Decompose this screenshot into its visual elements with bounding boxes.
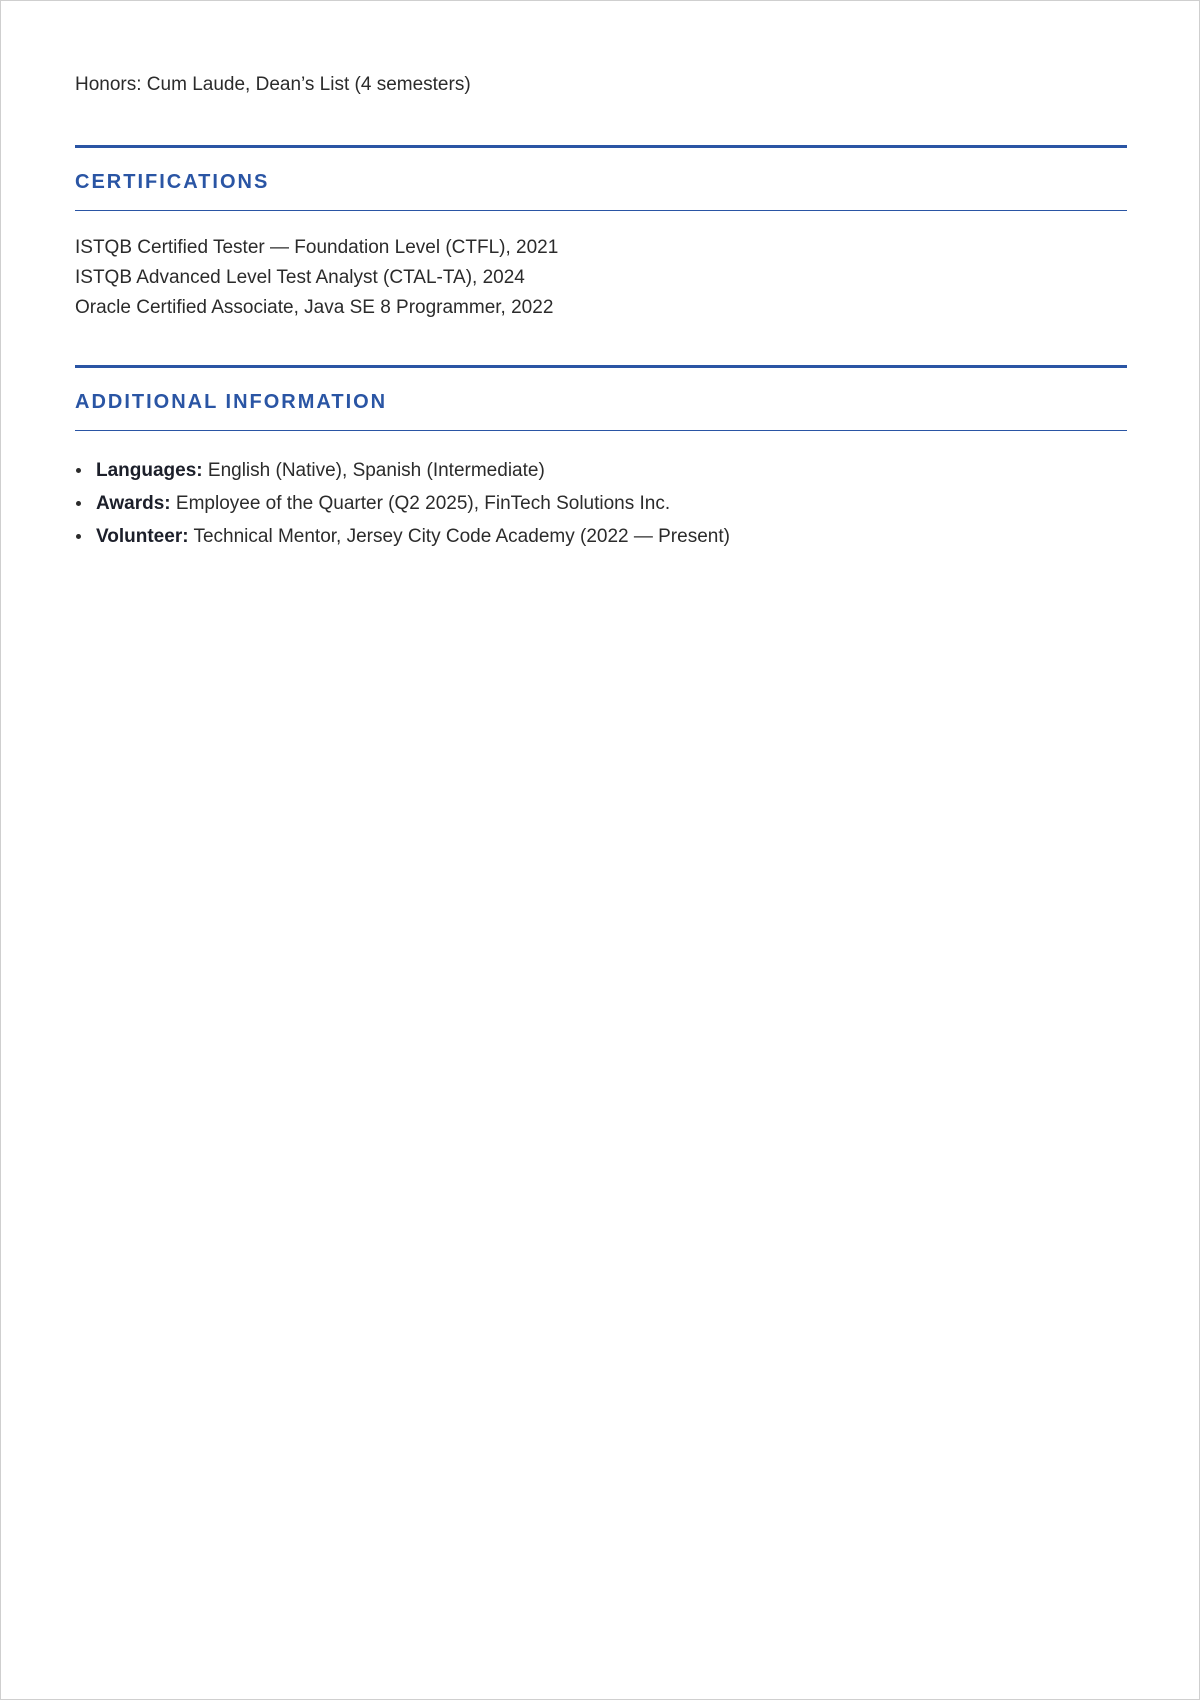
certification-item: ISTQB Certified Tester — Foundation Level (CTFL), 2021 <box>75 237 559 258</box>
bullet-icon <box>76 501 81 506</box>
section-bottom-divider <box>75 210 1127 211</box>
section-bottom-divider <box>75 430 1127 431</box>
awards-value: Employee of the Quarter (Q2 2025), FinTech Solutions Inc. <box>170 493 671 514</box>
languages-label: Languages: <box>96 460 203 481</box>
list-item-languages <box>75 454 1127 487</box>
education-honors: Honors: Cum Laude, Dean’s List (4 semesters) <box>75 74 471 95</box>
certifications-section <box>75 145 1127 323</box>
certification-item: Oracle Certified Associate, Java SE 8 Programmer, 2022 <box>75 297 554 318</box>
awards-label: Awards: <box>96 493 171 514</box>
list-item-volunteer <box>75 520 1127 553</box>
additional-information-list <box>75 454 1127 553</box>
additional-information-heading: ADDITIONAL INFORMATION <box>75 391 388 413</box>
certifications-heading: CERTIFICATIONS <box>75 171 270 193</box>
additional-information-section <box>75 365 1127 553</box>
bullet-icon <box>76 534 81 539</box>
volunteer-label: Volunteer: <box>96 526 189 547</box>
bullet-icon <box>76 468 81 473</box>
page-content <box>75 71 1127 553</box>
certification-item: ISTQB Advanced Level Test Analyst (CTAL-TA), 2024 <box>75 267 525 288</box>
languages-value: English (Native), Spanish (Intermediate) <box>202 460 545 481</box>
certifications-list <box>75 233 1127 323</box>
list-item-awards <box>75 487 1127 520</box>
volunteer-value: Technical Mentor, Jersey City Code Academy (2022 — Present) <box>188 526 730 547</box>
